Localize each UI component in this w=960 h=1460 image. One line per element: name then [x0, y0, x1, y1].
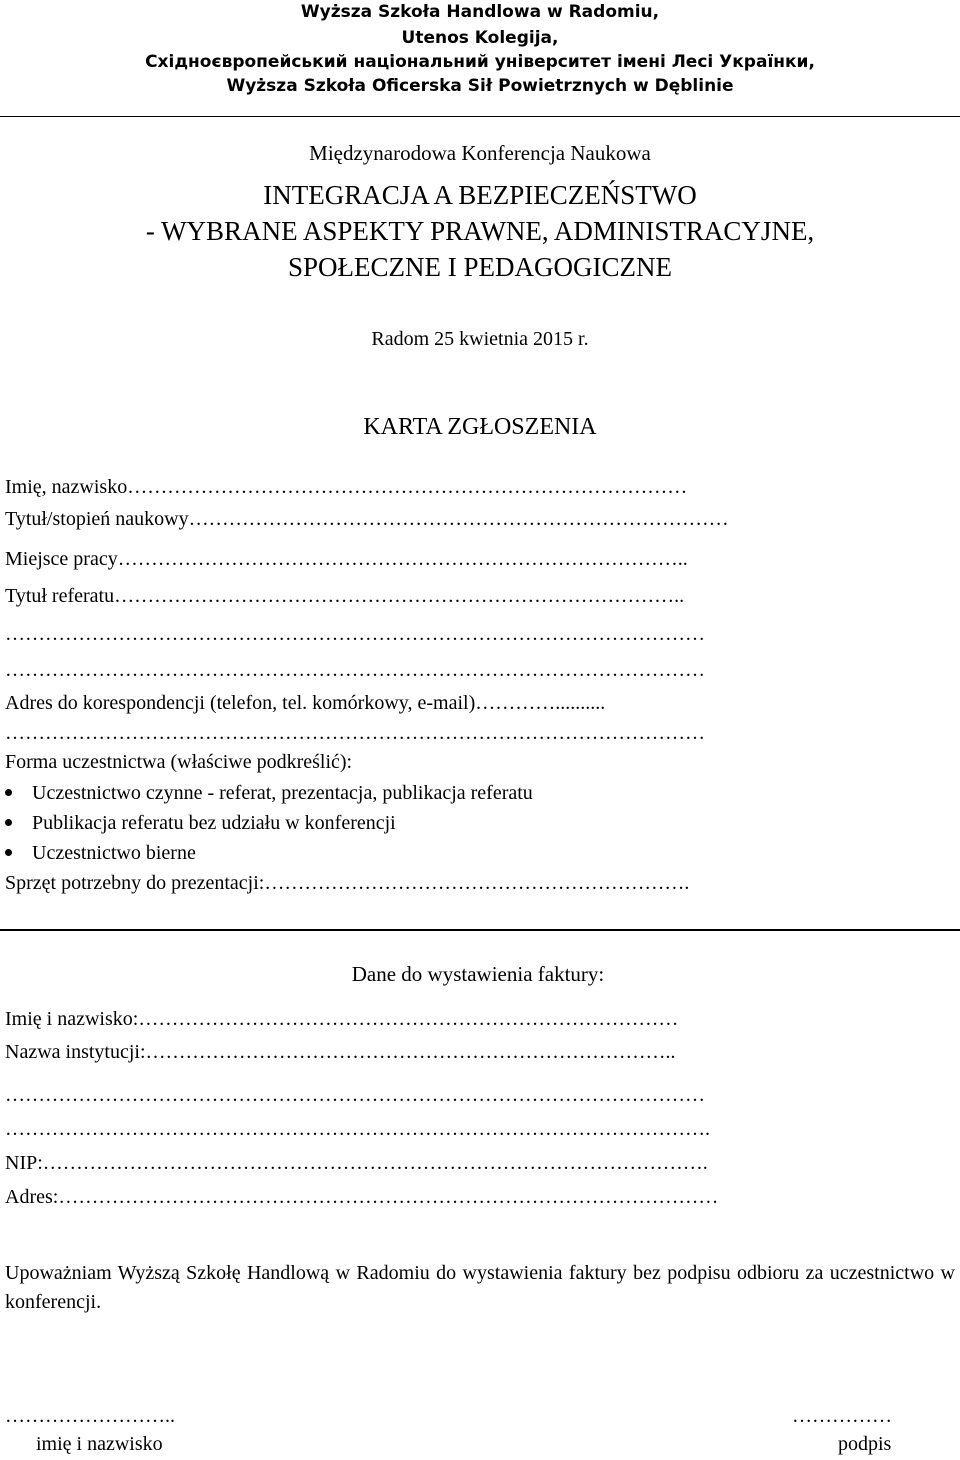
conference-title-line: - WYBRANE ASPEKTY PRAWNE, ADMINISTRACYJNE, [145, 216, 815, 246]
name-field-label: Imię, nazwisko [5, 476, 128, 498]
participation-option-label: Uczestnictwo czynne - referat, prezentacja, publikacja referatu [32, 782, 533, 804]
form-heading: KARTA ZGŁOSZENIA [363, 414, 597, 440]
invoice-heading: Dane do wystawienia faktury: [351, 962, 605, 986]
participation-option[interactable] [5, 782, 533, 805]
institution-name-label: Nazwa instytucji: [5, 1041, 146, 1063]
conference-title-line: INTEGRACJA A BEZPIECZEŃSTWO [263, 180, 697, 210]
paper-title-continuation[interactable]: …………………………………………………………………………………………… [5, 659, 705, 681]
signature-name-label: imię i nazwisko [36, 1433, 163, 1455]
bullet-icon [5, 789, 12, 796]
place-date: Radom 25 kwietnia 2015 r. [371, 328, 589, 350]
paper-title-continuation[interactable]: …………………………………………………………………………………………… [5, 623, 705, 645]
name-field[interactable]: Imię, nazwisko………………………………………………………………………… [5, 476, 688, 498]
degree-field[interactable]: Tytuł/stopień naukowy……………………………………………………………………… [5, 508, 729, 530]
participation-label: Forma uczestnictwa (właściwe podkreślić): [5, 751, 353, 773]
institution-name-continuation[interactable]: …………………………………………………………………………………………… [5, 1084, 705, 1106]
signature-line[interactable]: …………… [792, 1405, 892, 1427]
participation-option[interactable] [5, 842, 196, 865]
signature-name-line[interactable]: …………………….. [5, 1405, 175, 1427]
address-field[interactable]: Adres do korespondencji (telefon, tel. komórkowy, e-mail)………….......... [5, 692, 606, 714]
invoice-name-label: Imię i nazwisko: [5, 1008, 139, 1030]
section-divider [0, 929, 960, 931]
address-continuation[interactable]: …………………………………………………………………………………………… [5, 722, 705, 744]
equipment-field-label: Sprzęt potrzebny do prezentacji: [5, 872, 265, 894]
authorization-statement: Upoważniam Wyższą Szkołę Handlową w Radomiu do wystawienia faktury bez podpisu odbioru za uczestnictwo w konferencji. [5, 1262, 955, 1313]
invoice-address-field[interactable]: Adres:……………………………………………………………………………………… [5, 1186, 719, 1208]
invoice-address-label: Adres: [5, 1186, 59, 1208]
nip-field[interactable]: NIP:………………………………………………………………………………………. [5, 1152, 708, 1174]
workplace-field[interactable]: Miejsce pracy………………………………………………………………………….. [5, 548, 688, 570]
signature-label: podpis [838, 1433, 892, 1455]
participation-option[interactable] [5, 812, 396, 835]
bullet-icon [5, 849, 12, 856]
paper-title-field[interactable]: Tytuł referatu………………………………………………………………………….. [5, 585, 685, 607]
bullet-icon [5, 819, 12, 826]
equipment-field[interactable]: Sprzęt potrzebny do prezentacji:………………………………………………………. [5, 872, 690, 894]
conference-type: Międzynarodowa Konferencja Naukowa [309, 141, 651, 165]
paper-title-field-label: Tytuł referatu [5, 585, 115, 607]
workplace-field-label: Miejsce pracy [5, 548, 118, 570]
conference-title-line: SPOŁECZNE I PEDAGOGICZNE [288, 252, 672, 282]
invoice-name-field[interactable]: Imię i nazwisko:……………………………………………………………………… [5, 1008, 679, 1030]
institution-line: Utenos Kolegija, [401, 28, 559, 48]
participation-option-label: Uczestnictwo bierne [32, 842, 196, 864]
institution-name-continuation[interactable]: ……………………………………………………………………………………………. [5, 1118, 710, 1140]
participation-option-label: Publikacja referatu bez udziału w konferencji [32, 812, 396, 834]
institution-line: Wyższa Szkoła Handlowa w Radomiu, [300, 2, 660, 22]
header-divider [0, 116, 960, 117]
institution-line: Wyższa Szkoła Oficerska Sił Powietrznych w Dęblinie [226, 76, 734, 96]
institution-line: Східноєвропейський національний університет імені Лесі Українки, [145, 52, 815, 72]
institution-name-field[interactable]: Nazwa instytucji:…………………………………………………………………….. [5, 1041, 676, 1063]
nip-label: NIP: [5, 1152, 43, 1174]
degree-field-label: Tytuł/stopień naukowy [5, 508, 189, 530]
address-field-label: Adres do korespondencji (telefon, tel. komórkowy, e-mail) [5, 692, 476, 714]
